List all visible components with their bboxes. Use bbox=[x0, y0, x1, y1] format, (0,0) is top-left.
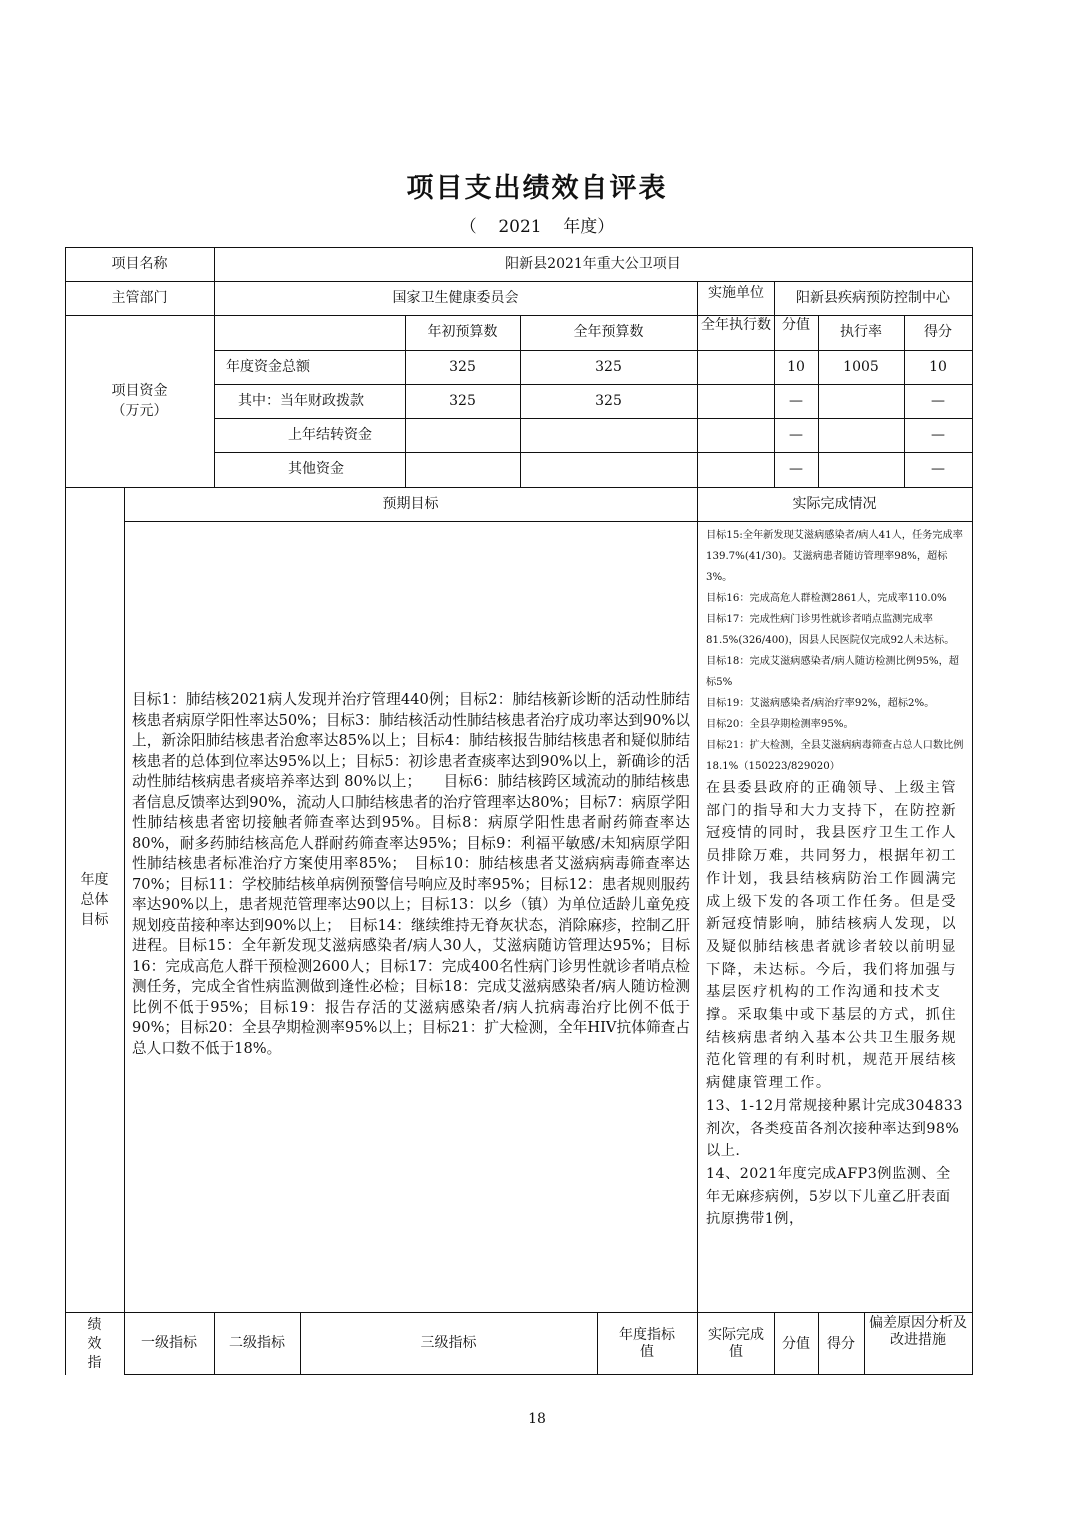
fund-row-weight: — bbox=[789, 426, 803, 443]
fund-row-rate bbox=[818, 452, 904, 487]
targets-label-char: 总体 bbox=[80, 891, 109, 908]
year-subtitle bbox=[0, 212, 1074, 237]
year-value: 2021 bbox=[498, 217, 542, 237]
indicators-row-label bbox=[65, 1312, 124, 1375]
dept-value: 国家卫生健康委员会 bbox=[392, 289, 519, 306]
header-deviation: 偏差原因分析及改进措施 bbox=[869, 1315, 967, 1348]
header-score: 得分 bbox=[827, 1335, 855, 1352]
fund-row-score: — bbox=[931, 461, 945, 477]
fund-row-annual bbox=[520, 452, 697, 487]
fund-row-name: 其他资金 bbox=[288, 461, 344, 477]
header-annual-budget: 全年预算数 bbox=[573, 324, 644, 340]
fund-row-score: — bbox=[931, 426, 945, 443]
fund-row-rate: 1005 bbox=[843, 358, 879, 375]
header-level2: 二级指标 bbox=[229, 1334, 285, 1351]
actual-item: 目标15:全年新发现艾滋病感染者/病人41人，任务完成率139.7%(41/30)。艾滋病患者随访管理率98%，超标3%。 bbox=[706, 530, 963, 583]
actual-item-13: 13、1-12月常规接种累计完成304833剂次，各类疫苗各剂次接种率达到98%以上. bbox=[706, 1097, 963, 1160]
fund-row-rate bbox=[818, 418, 904, 452]
funds-label-line2: （万元） bbox=[111, 402, 168, 419]
targets-label-char: 年度 bbox=[80, 871, 109, 888]
fund-row-annual bbox=[520, 418, 697, 452]
actual-item: 目标16：完成高危人群检测2861人，完成率110.0% bbox=[706, 593, 947, 604]
fund-row-initial: 325 bbox=[449, 358, 476, 375]
actual-item: 目标19：艾滋病感染者/病治疗率92%，超标2%。 bbox=[706, 698, 935, 709]
expected-header: 预期目标 bbox=[382, 495, 439, 512]
fund-row-weight: — bbox=[789, 461, 803, 477]
year-open: （ bbox=[459, 217, 477, 237]
header-score-weight: 分值 bbox=[782, 317, 810, 333]
actual-item-14: 14、2021年度完成AFP3例监测、全年无麻疹病例，5岁以下儿童乙肝表面抗原携带1例， bbox=[706, 1165, 951, 1228]
expected-goals-text: 目标1：肺结核2021病人发现并治疗管理440例；目标2：肺结核新诊断的活动性肺结核患者病原学阳性率达50%；目标3：肺结核活动性肺结核患者治疗成功率达到90%以上，新涂阳肺结核患者治愈率达85%以上；目标4：肺结核报告肺结核患者和疑似肺结核患者的总体到位率达95%以上；目标5：初诊患者查痰率达到90%以上，新确诊的活动性肺结核病患者痰培养率达到 80%以上； 目标6：肺结核跨区域流动的肺结核患者信息反馈率达到90%，流动人口肺结核患者的治疗管理率达80%；目标7：病原学阳性肺结核患者密切接触者筛查率达到95%。目标8：病原学阳性患者耐药筛查率达80%，耐多药肺结核高危人群耐药筛查率达95%；目标9：利福平敏感/未知病原学阳性肺结核患者标准治疗方案使用率85%； 目标10：肺结核患者艾滋病病毒筛查率达70%；目标11：学校肺结核单病例预警信号响应及时率95%；目标12：患者规则服药率达90%以上，患者规范管理率达90以上；目标13：以乡（镇）为单位适龄儿童免疫规划疫苗接种率达到90%以上； 目标14：继续维持无脊灰状态，消除麻疹，控制乙肝进程。目标15：全年新发现艾滋病感染者/病人30人，艾滋病随访管理达95%；目标16：完成高危人群干预检测2600人；目标17：完成400名性病门诊男性就诊者哨点检测任务，完成全省性病监测做到逢性必检；目标18：完成艾滋病感染者/病人随访检测比例不低于95%；目标19：报告存活的艾滋病感染者/病人抗病毒治疗比例不低于90%；目标20：全县孕期检测率95%以上；目标21：扩大检测，全年HIV抗体筛查占总人口数不低于18%。 bbox=[132, 691, 690, 1057]
header-exec-rate: 执行率 bbox=[840, 324, 882, 340]
fund-row-rate bbox=[818, 384, 904, 418]
actual-item: 目标20：全县孕期检测率95%。 bbox=[706, 719, 854, 730]
fund-row-exec bbox=[697, 350, 774, 384]
actual-item: 目标21：扩大检测，全县艾滋病病毒筛查占总人口数比例18.1%（150223/829020） bbox=[706, 740, 964, 772]
fund-row-name: 其中：当年财政拨款 bbox=[238, 392, 364, 409]
header-level1: 一级指标 bbox=[141, 1334, 197, 1351]
header-weight: 分值 bbox=[782, 1335, 810, 1352]
dept-label: 主管部门 bbox=[111, 289, 168, 306]
fund-row-annual: 325 bbox=[595, 358, 622, 375]
project-name-value: 阳新县2021年重大公卫项目 bbox=[505, 255, 681, 272]
fund-row-initial: 325 bbox=[449, 392, 476, 409]
header-initial-budget: 年初预算数 bbox=[427, 324, 498, 340]
fund-row-initial bbox=[405, 418, 520, 452]
fund-row-name: 年度资金总额 bbox=[226, 358, 310, 375]
fund-row-annual: 325 bbox=[595, 392, 622, 409]
funds-label-line1: 项目资金 bbox=[111, 382, 168, 399]
page-number: 18 bbox=[528, 1411, 546, 1427]
actual-item: 目标18：完成艾滋病感染者/病人随访检测比例95%，超标5% bbox=[706, 656, 959, 688]
fund-row-exec bbox=[697, 418, 774, 452]
actual-summary: 在县委县政府的正确领导、上级主管部门的指导和大力支持下，在防控新冠疫情的同时，我县医疗卫生工作人员排除万难，共同努力，根据年初工作计划，我县结核病防治工作圆满完成上级下发的各项工作任务。但是受新冠疫情影响，肺结核病人发现，以及疑似肺结核患者就诊者较以前明显下降，未达标。今后，我们将加强与基层医疗机构的工作沟通和技术支撑。采取集中或下基层的方式，抓住结核病患者纳入基本公共卫生服务规范化管理的有利时机，规范开展结核病健康管理工作。 bbox=[706, 780, 958, 1092]
header-score: 得分 bbox=[924, 324, 952, 340]
header-annual-exec: 全年执行数 bbox=[701, 317, 771, 333]
fund-row-score: 10 bbox=[929, 358, 947, 375]
header-level3: 三级指标 bbox=[420, 1334, 477, 1351]
header-actual-value: 实际完成值 bbox=[708, 1327, 764, 1360]
targets-row-label bbox=[65, 487, 124, 1312]
fund-row-weight: — bbox=[789, 392, 803, 409]
page-title: 项目支出绩效自评表 bbox=[406, 173, 668, 204]
fund-row-exec bbox=[697, 384, 774, 418]
fund-row-initial bbox=[405, 452, 520, 487]
actual-completion bbox=[706, 525, 964, 1231]
actual-item: 目标17：完成性病门诊男性就诊者哨点监测完成率81.5%(326/400)，因县人民医院仅完成92人未达标。 bbox=[706, 614, 955, 646]
year-unit: 年度） bbox=[563, 217, 615, 237]
fund-row-exec bbox=[697, 452, 774, 487]
fund-row-score: — bbox=[931, 392, 945, 409]
header-year-value: 年度指标值 bbox=[619, 1327, 675, 1360]
actual-header: 实际完成情况 bbox=[792, 495, 877, 512]
project-name-label: 项目名称 bbox=[111, 255, 168, 272]
impl-value: 阳新县疾病预防控制中心 bbox=[796, 289, 950, 306]
fund-row-weight: 10 bbox=[787, 358, 805, 375]
indicators-label-char: 绩 bbox=[87, 1317, 102, 1333]
impl-label: 实施单位 bbox=[708, 285, 764, 301]
targets-label-char: 目标 bbox=[80, 911, 109, 928]
indicators-label-char: 指 bbox=[87, 1355, 102, 1371]
funds-label bbox=[65, 315, 214, 487]
indicators-label-char: 效 bbox=[87, 1336, 102, 1352]
fund-row-name: 上年结转资金 bbox=[288, 426, 372, 443]
